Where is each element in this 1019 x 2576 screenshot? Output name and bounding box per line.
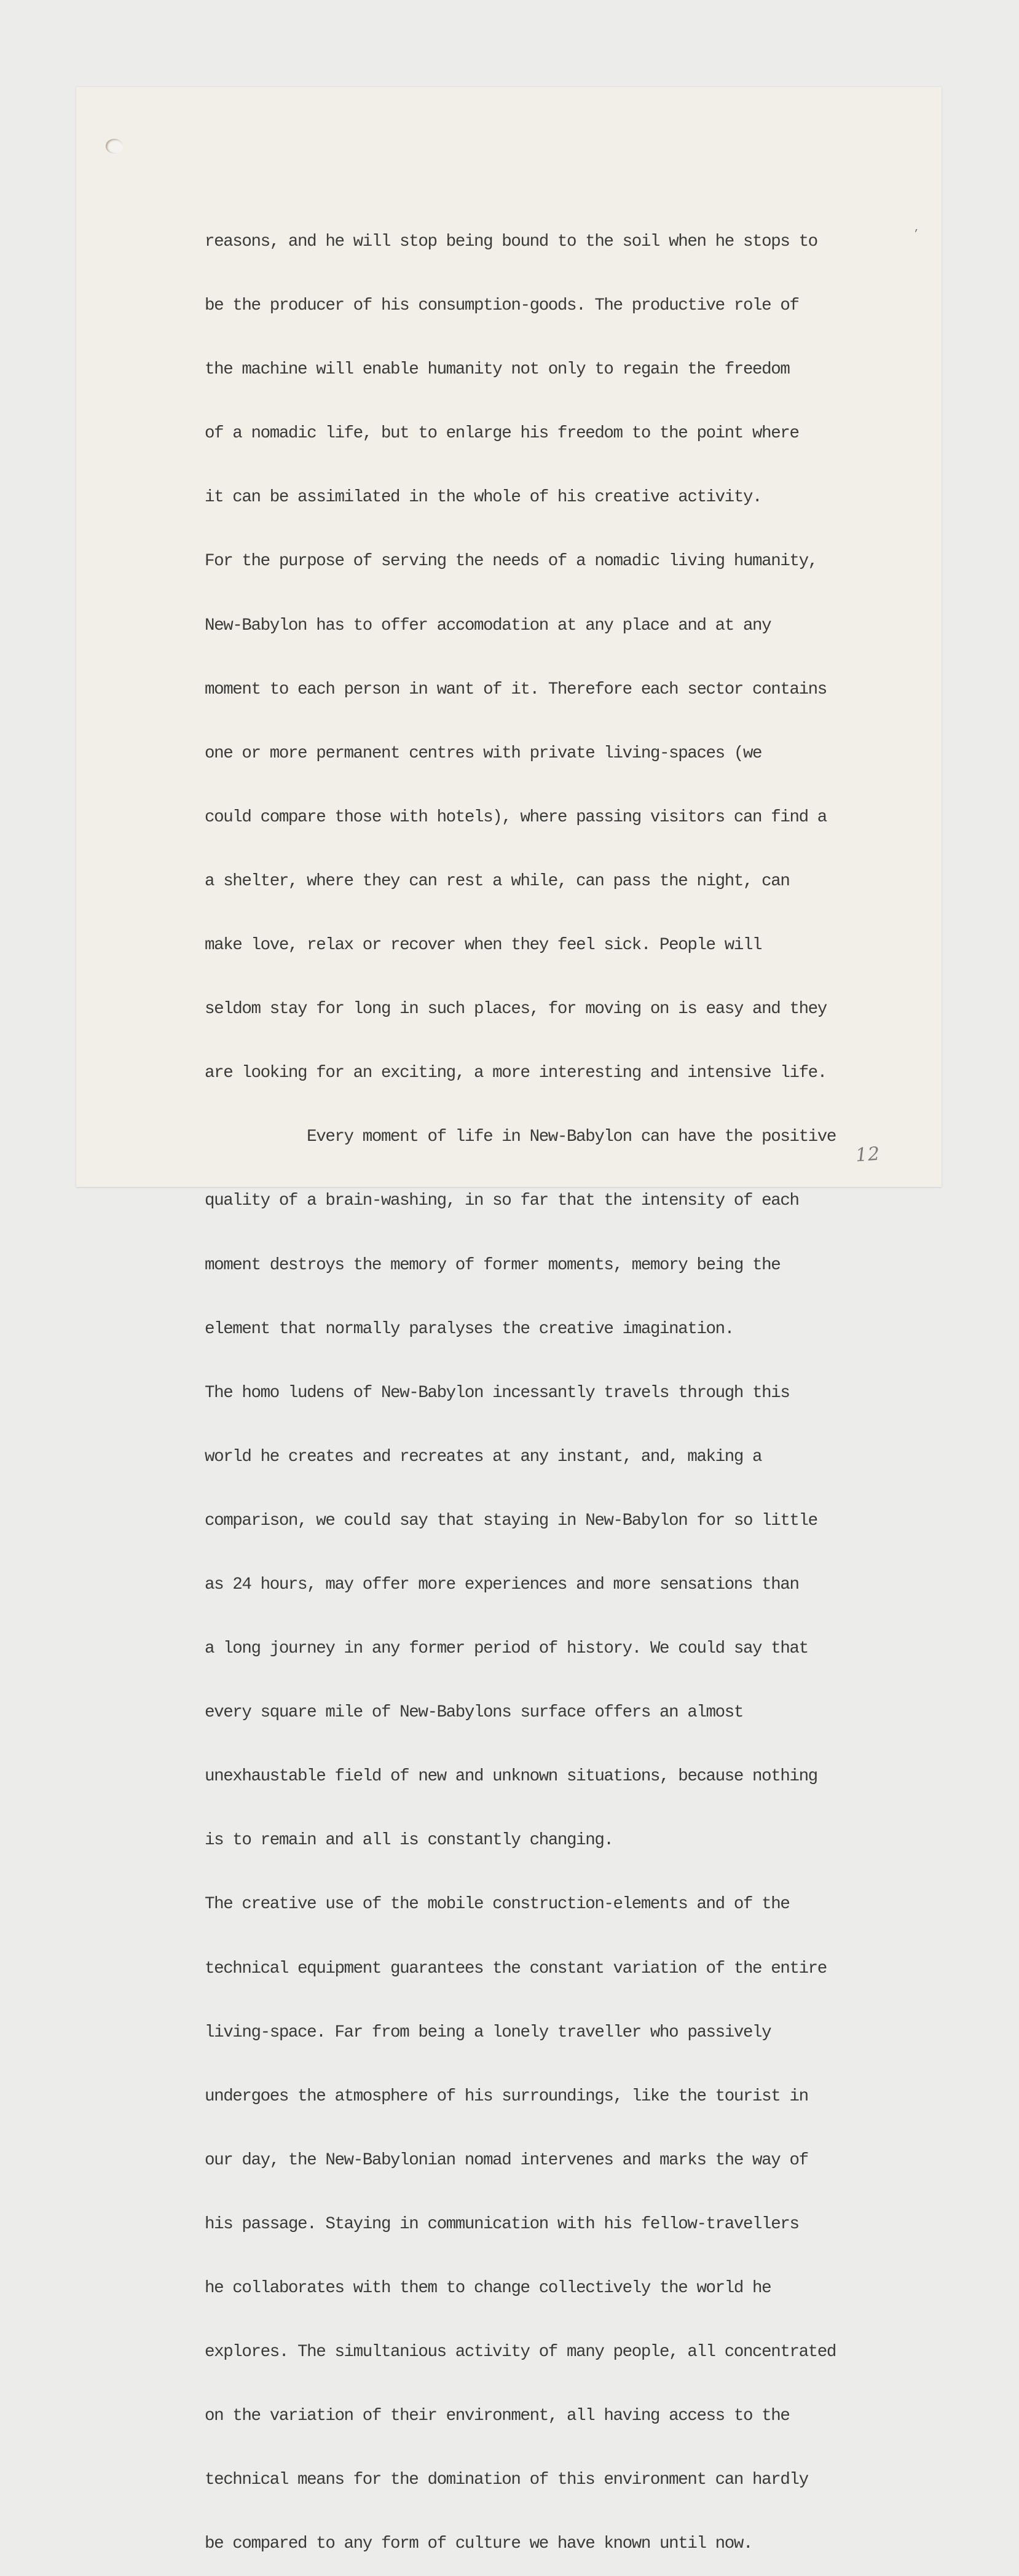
text-line: element that normally paralyses the creative imagination. — [205, 1319, 734, 1339]
text-line: technical equipment guarantees the constant variation of the entire — [205, 1959, 827, 1978]
text-line: the machine will enable humanity not only to regain the freedom — [205, 360, 790, 380]
text-line: undergoes the atmosphere of his surroundings, like the tourist in — [205, 2086, 808, 2106]
text-line: be the producer of his consumption-goods. The productive role of — [205, 296, 799, 316]
text-line: a long journey in any former period of history. We could say that — [205, 1639, 808, 1659]
text-line: New-Babylon has to offer accomodation at any place and at any — [205, 616, 771, 635]
text-line: he collaborates with them to change collectively the world he — [205, 2279, 771, 2298]
text-line: living-space. Far from being a lonely traveller who passively — [205, 2022, 771, 2042]
punch-hole — [106, 139, 123, 154]
text-line: of a nomadic life, but to enlarge his freedom to the point where — [205, 424, 799, 444]
typewritten-text — [205, 191, 836, 2576]
text-line: it can be assimilated in the whole of his creative activity. — [205, 488, 762, 507]
text-line: as 24 hours, may offer more experiences and more sensations than — [205, 1575, 799, 1594]
text-line: make love, relax or recover when they feel sick. People will — [205, 936, 762, 955]
text-line: moment to each person in want of it. Therefore each sector contains — [205, 679, 827, 699]
text-line: his passage. Staying in communication with his fellow-travellers — [205, 2214, 799, 2234]
text-line: are looking for an exciting, a more interesting and intensive life. — [205, 1063, 827, 1083]
text-line: reasons, and he will stop being bound to the soil when he stops to — [205, 232, 817, 251]
page-number: 12 — [854, 1143, 881, 1167]
text-line: every square mile of New-Babylons surface offers an almost — [205, 1703, 743, 1723]
text-line: Every moment of life in New-Babylon can have the positive — [205, 1127, 836, 1147]
text-line: technical means for the domination of this environment can hardly — [205, 2470, 808, 2490]
text-line: be compared to any form of culture we have known until now. — [205, 2534, 753, 2554]
text-line: is to remain and all is constantly changing. — [205, 1831, 613, 1850]
text-line: one or more permanent centres with private living-spaces (we — [205, 743, 762, 763]
text-line: quality of a brain-washing, in so far that the intensity of each — [205, 1191, 799, 1211]
text-line: moment destroys the memory of former moments, memory being the — [205, 1255, 781, 1275]
stray-mark: , — [914, 222, 920, 233]
text-line: For the purpose of serving the needs of a nomadic living humanity, — [205, 552, 817, 571]
text-line: a shelter, where they can rest a while, can pass the night, can — [205, 871, 790, 891]
text-line: unexhaustable field of new and unknown situations, because nothing — [205, 1767, 817, 1787]
text-line: The homo ludens of New-Babylon incessantly travels through this — [205, 1383, 790, 1403]
text-line: explores. The simultanious activity of many people, all concentrated — [205, 2343, 836, 2362]
text-line: could compare those with hotels), where passing visitors can find a — [205, 807, 827, 827]
text-line: seldom stay for long in such places, for moving on is easy and they — [205, 1000, 827, 1019]
text-line: comparison, we could say that staying in New-Babylon for so little — [205, 1511, 817, 1530]
text-line: on the variation of their environment, all having access to the — [205, 2406, 790, 2426]
text-line: our day, the New-Babylonian nomad intervenes and marks the way of — [205, 2150, 808, 2170]
text-line: The creative use of the mobile construction-elements and of the — [205, 1895, 790, 1914]
text-line: world he creates and recreates at any instant, and, making a — [205, 1447, 762, 1466]
